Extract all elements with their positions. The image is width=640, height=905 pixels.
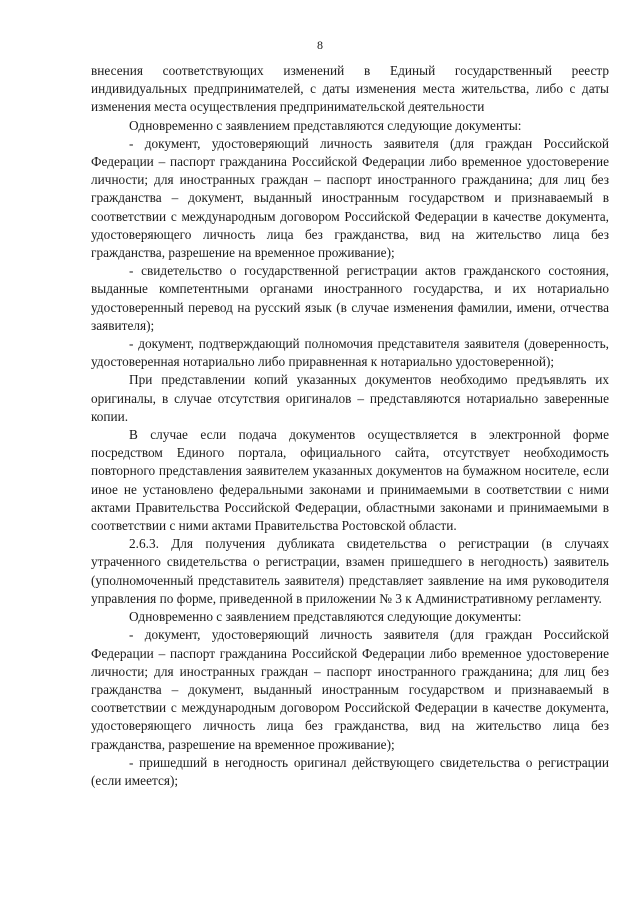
paragraph-documents-intro: Одновременно с заявлением представляются следующие документы: bbox=[129, 117, 522, 133]
paragraph-continuation: внесения соответствующих изменений в Единый государственный реестр индивидуальных предпринимателей, с даты изменения места жительства, либо с даты изменения места осуществления предпринимательской деятельности bbox=[91, 63, 609, 115]
paragraph-electronic-submission: В случае если подача документов осуществляется в электронной форме посредством Единого портала, официального сайта, отсутствует необходимость повторного представления заявителем указанных документов на бумажном носителе, если иное не установлено федеральными законами и принимаемыми в соответствии с ними актами Правительства Российской Федерации, областными законами и принимаемыми в соответствии с ними актами Правительства Ростовской области. bbox=[91, 427, 609, 534]
paragraph-power-of-attorney: - документ, подтверждающий полномочия представителя заявителя (доверенность, удостоверенная нотариально либо приравненная к нотариально удостоверенной); bbox=[91, 336, 609, 370]
paragraph-civil-status-certificate: - свидетельство о государственной регистрации актов гражданского состояния, выданные компетентными органами иностранного государства, и их нотариально удостоверенный перевод на русский язык (в случае изменения фамилии, имени, отчества заявителя); bbox=[91, 263, 609, 333]
paragraph-documents-intro-2: Одновременно с заявлением представляются следующие документы: bbox=[129, 609, 522, 625]
paragraph-damaged-original: - пришедший в негодность оригинал действующего свидетельства о регистрации (если имеется); bbox=[91, 754, 609, 788]
paragraph-section-2-6-3: 2.6.3. Для получения дубликата свидетельства о регистрации (в случаях утраченного свидетельства о регистрации, взамен пришедшего в негодность) заявитель (уполномоченный представитель заявителя) представляет заявление на имя руководителя управления по форме, приведенной в приложении № 3 к Административному регламенту. bbox=[91, 536, 609, 606]
paragraph-identity-document-2: - документ, удостоверяющий личность заявителя (для граждан Российской Федерации – паспорт гражданина Российской Федерации либо временное удостоверение личности; для иностранных граждан – паспорт иностранного гражданина; для лиц без гражданства – документ, выданный иностранным государством и признаваемый в соответствии с международным договором Российской Федерации в качестве документа, удостоверяющего личность лица без гражданства, вид на жительство лица без гражданства, разрешение на временное проживание); bbox=[91, 627, 609, 752]
paragraph-copies-originals: При представлении копий указанных документов необходимо предъявлять их оригиналы, в случае отсутствия оригиналов – представляются нотариально заверенные копии. bbox=[91, 372, 609, 424]
paragraph-identity-document: - документ, удостоверяющий личность заявителя (для граждан Российской Федерации – паспорт гражданина Российской Федерации либо временное удостоверение личности; для иностранных граждан – паспорт иностранного гражданина; для лиц без гражданства – документ, выданный иностранным государством и признаваемый в соответствии с международным договором Российской Федерации в качестве документа, удостоверяющего личность лица без гражданства, вид на жительство лица без гражданства, разрешение на временное проживание); bbox=[91, 135, 609, 261]
document-body bbox=[91, 62, 609, 790]
page-number: 8 bbox=[317, 38, 323, 52]
